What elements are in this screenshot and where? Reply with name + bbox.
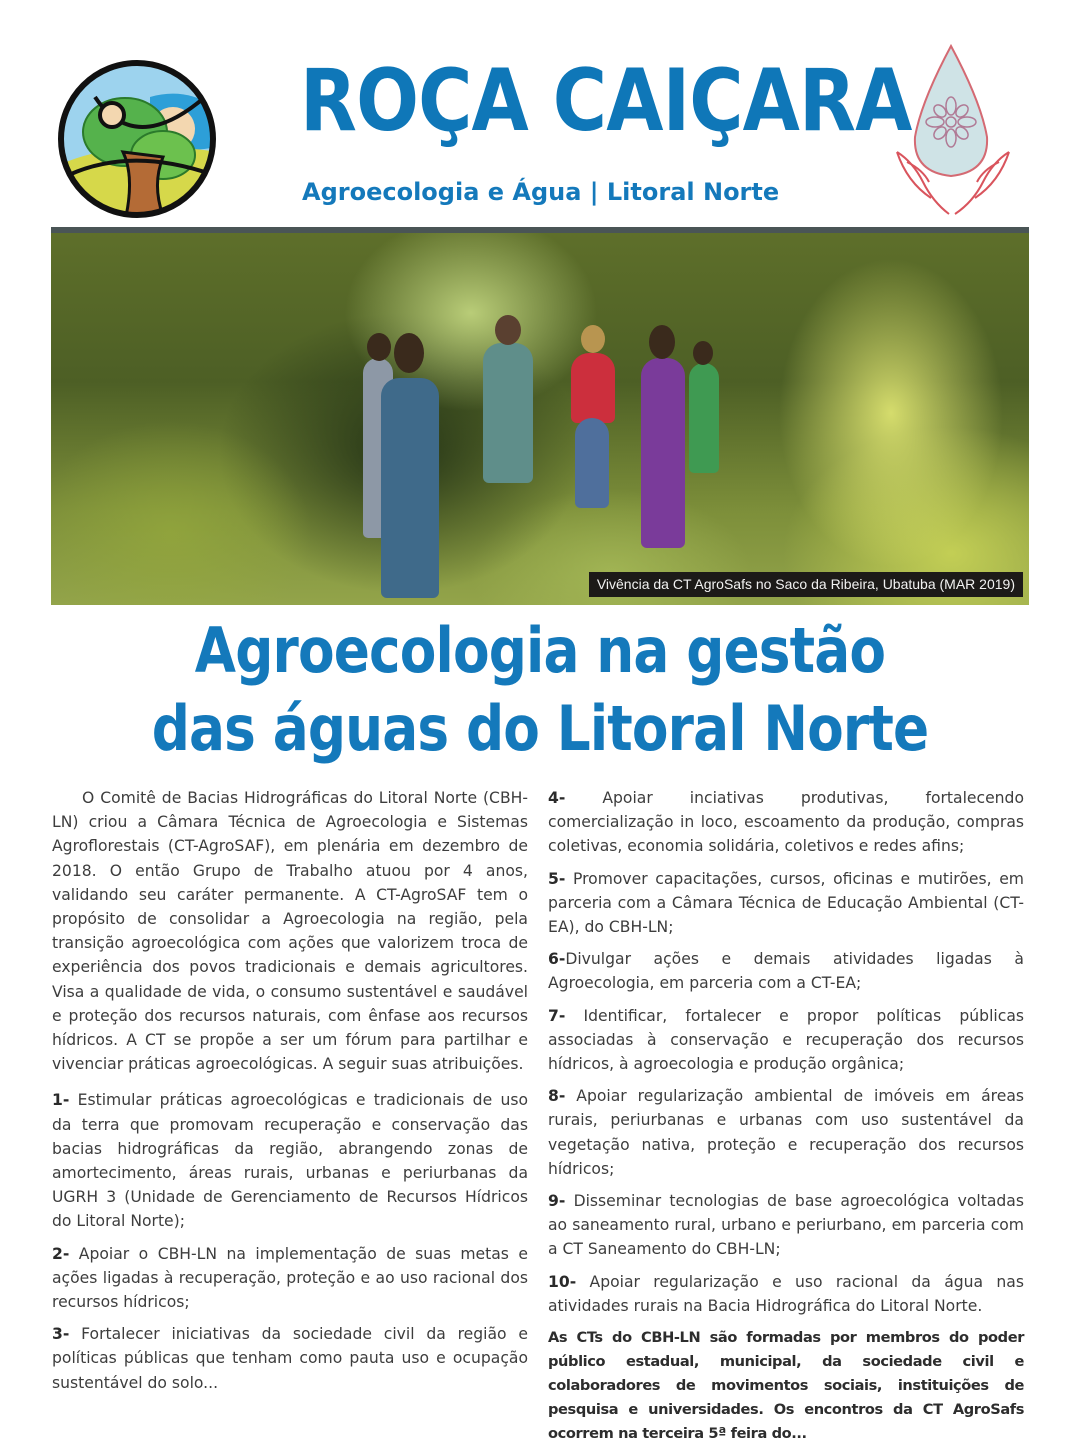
list-item — [548, 1004, 1024, 1077]
photo-caption: Vivência da CT AgroSafs no Saco da Ribeira, Ubatuba (MAR 2019) — [589, 572, 1023, 597]
item-text: Apoiar o CBH-LN na implementação de suas metas e ações ligadas à recuperação, proteção e ao uso racional dos recursos hídricos; — [52, 1244, 528, 1312]
headline-line-2: das águas do Litoral Norte — [151, 692, 929, 765]
item-number: 1- — [52, 1091, 70, 1110]
item-text: Estimular práticas agroecológicas e tradicionais de uso da terra que promovam recuperação e conservação das bacias hidrográficas da região, abrangendo zonas de amortecimento, áreas rurais, urbanas e periurbanas da UGRH 3 (Unidade de Gerenciamento de Recursos Hídricos do Litoral Norte); — [52, 1091, 528, 1231]
person-figure — [641, 358, 685, 548]
closing-note: As CTs do CBH-LN são formadas por membros do poder público estadual, municipal, da sociedade civil e colaboradores de movimentos sociais, instituições de pesquisa e universidades. Os encontros da CT AgroSafs ocorrem na terceira 5ª feira do... — [548, 1329, 1024, 1443]
item-text: Disseminar tecnologias de base agroecológica voltadas ao saneamento rural, urbano e periurbano, em parceria com a CT Saneamento do CBH-LN; — [548, 1192, 1024, 1259]
person-figure — [575, 418, 609, 508]
list-item — [52, 1088, 528, 1233]
masthead — [0, 0, 1080, 228]
person-head — [649, 325, 675, 359]
person-figure — [381, 378, 439, 598]
item-text: Divulgar ações e demais atividades ligadas à Agroecologia, em parceria com a CT-EA; — [548, 950, 1024, 993]
featured-photo — [51, 233, 1029, 605]
item-number: 5- — [548, 869, 566, 888]
list-item — [548, 867, 1024, 940]
publication-title: ROÇA CAIÇARA — [300, 51, 912, 151]
tree-landscape-logo-icon — [55, 57, 219, 221]
list-item — [52, 1322, 528, 1395]
item-text: Identificar, fortalecer e propor políticas públicas associadas à conservação e recuperação dos recursos hídricos, à agroecologia e produção orgânica; — [548, 1006, 1024, 1074]
item-text: Promover capacitações, cursos, oficinas e mutirões, em parceria com a Câmara Técnica de Educação Ambiental (CT-EA), do CBH-LN; — [548, 869, 1024, 937]
article-intro: O Comitê de Bacias Hidrográficas do Litoral Norte (CBH-LN) criou a Câmara Técnica de Agroecologia e Sistemas Agroflorestais (CT-AgroSAF), em plenária em dezembro de 2018. O então Grupo de Trabalho atuou por 4 anos, validando seu caráter permanente. A CT-AgroSAF tem o propósito de consolidar a Agroecologia na região, pela transição agroecológica com ações que valorizem troca de experiência dos povos tradicionais e demais agricultores. Visa a qualidade de vida, o consumo sustentável e saudável e proteção dos recursos naturais, com ênfase aos recursos hídricos. A CT se propõe a ser um fórum para partilhar e vivenciar práticas agroecológicas. A seguir suas atribuições. — [52, 789, 528, 1074]
list-item — [548, 786, 1024, 859]
person-head — [581, 325, 605, 353]
person-figure — [689, 363, 719, 473]
item-text: Apoiar inciativas produtivas, fortalecendo comercialização in loco, escoamento da produção, compras coletivas, economia solidária, coletivos e redes afins; — [548, 789, 1024, 856]
item-text: Apoiar regularização ambiental de imóveis em áreas rurais, periurbanas e urbanas com uso sustentável da vegetação nativa, proteção e recuperação dos recursos hídricos; — [548, 1087, 1024, 1178]
article-column-right — [548, 786, 1024, 1454]
list-item — [548, 947, 1024, 995]
list-item — [548, 1270, 1024, 1318]
headline-line-1: Agroecologia na gestão — [194, 614, 886, 687]
person-figure — [483, 343, 533, 483]
item-number: 10- — [548, 1272, 577, 1291]
person-head — [693, 341, 713, 365]
list-item — [548, 1084, 1024, 1181]
list-item — [548, 1189, 1024, 1262]
person-figure — [571, 353, 615, 423]
article-headline — [0, 612, 1080, 768]
item-number: 9- — [548, 1192, 566, 1211]
item-number: 3- — [52, 1325, 70, 1344]
item-number: 6- — [548, 950, 566, 969]
water-drop-hands-logo-icon — [893, 42, 1013, 218]
person-head — [495, 315, 521, 345]
person-head — [394, 333, 424, 373]
item-number: 8- — [548, 1087, 566, 1106]
article-column-left — [52, 786, 528, 1403]
item-number: 7- — [548, 1006, 566, 1025]
item-text: Apoiar regularização e uso racional da água nas atividades rurais na Bacia Hidrográfica do Litoral Norte. — [548, 1272, 1024, 1315]
publication-subtitle: Agroecologia e Água | Litoral Norte — [302, 178, 780, 206]
item-number: 2- — [52, 1244, 70, 1263]
item-text: Fortalecer iniciativas da sociedade civil da região e políticas públicas que tenham como pauta uso e ocupação sustentável do solo... — [52, 1325, 528, 1392]
item-number: 4- — [548, 789, 566, 807]
person-head — [367, 333, 391, 361]
list-item — [52, 1242, 528, 1315]
